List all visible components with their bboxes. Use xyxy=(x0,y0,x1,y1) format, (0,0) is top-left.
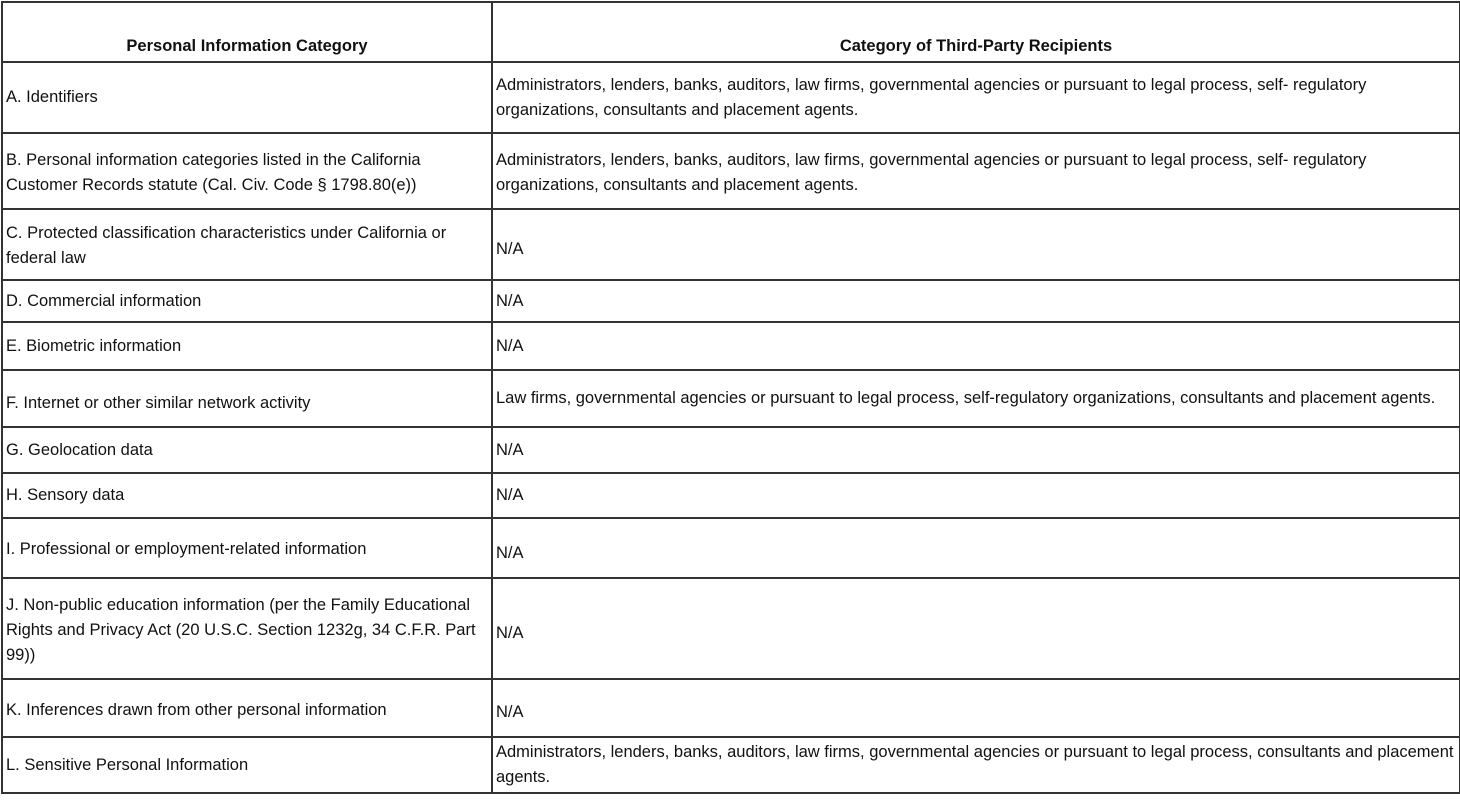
category-cell: F. Internet or other similar network activity xyxy=(2,370,492,427)
category-cell: K. Inferences drawn from other personal information xyxy=(2,679,492,737)
recipients-cell: N/A xyxy=(492,518,1460,578)
header-category: Personal Information Category xyxy=(2,2,492,62)
category-cell: A. Identifiers xyxy=(2,62,492,133)
recipients-cell: N/A xyxy=(492,679,1460,737)
recipients-cell: Law firms, governmental agencies or pursuant to legal process, self-regulatory organizations, consultants and placement agents. xyxy=(492,370,1460,427)
category-cell: D. Commercial information xyxy=(2,280,492,322)
table-row xyxy=(2,427,1460,473)
table-row xyxy=(2,280,1460,322)
recipients-cell: Administrators, lenders, banks, auditors, law firms, governmental agencies or pursuant to legal process, self- regulatory organizations, consultants and placement agents. xyxy=(492,133,1460,209)
third-party-recipients-table xyxy=(1,1,1460,794)
table-row xyxy=(2,679,1460,737)
header-row xyxy=(2,2,1460,62)
recipients-cell: N/A xyxy=(492,322,1460,370)
recipients-cell: N/A xyxy=(492,473,1460,518)
table-row xyxy=(2,473,1460,518)
recipients-cell: N/A xyxy=(492,209,1460,280)
table-row xyxy=(2,578,1460,679)
table-row xyxy=(2,518,1460,578)
table-row xyxy=(2,209,1460,280)
category-cell: L. Sensitive Personal Information xyxy=(2,737,492,793)
table-row xyxy=(2,133,1460,209)
recipients-cell: Administrators, lenders, banks, auditors, law firms, governmental agencies or pursuant to legal process, self- regulatory organizations, consultants and placement agents. xyxy=(492,62,1460,133)
recipients-cell: Administrators, lenders, banks, auditors, law firms, governmental agencies or pursuant to legal process, consultants and placement agents. xyxy=(492,737,1460,793)
category-cell: C. Protected classification characteristics under California or federal law xyxy=(2,209,492,280)
category-cell: J. Non-public education information (per the Family Educational Rights and Privacy Act (20 U.S.C. Section 1232g, 34 C.F.R. Part 99)) xyxy=(2,578,492,679)
recipients-cell: N/A xyxy=(492,427,1460,473)
category-cell: H. Sensory data xyxy=(2,473,492,518)
category-cell: E. Biometric information xyxy=(2,322,492,370)
table-row xyxy=(2,322,1460,370)
table-row xyxy=(2,62,1460,133)
header-recipients: Category of Third-Party Recipients xyxy=(492,2,1460,62)
table-row xyxy=(2,737,1460,793)
category-cell: I. Professional or employment-related information xyxy=(2,518,492,578)
recipients-cell: N/A xyxy=(492,280,1460,322)
category-cell: B. Personal information categories listed in the California Customer Records statute (Cal. Civ. Code § 1798.80(e)) xyxy=(2,133,492,209)
recipients-cell: N/A xyxy=(492,578,1460,679)
category-cell: G. Geolocation data xyxy=(2,427,492,473)
table-row xyxy=(2,370,1460,427)
